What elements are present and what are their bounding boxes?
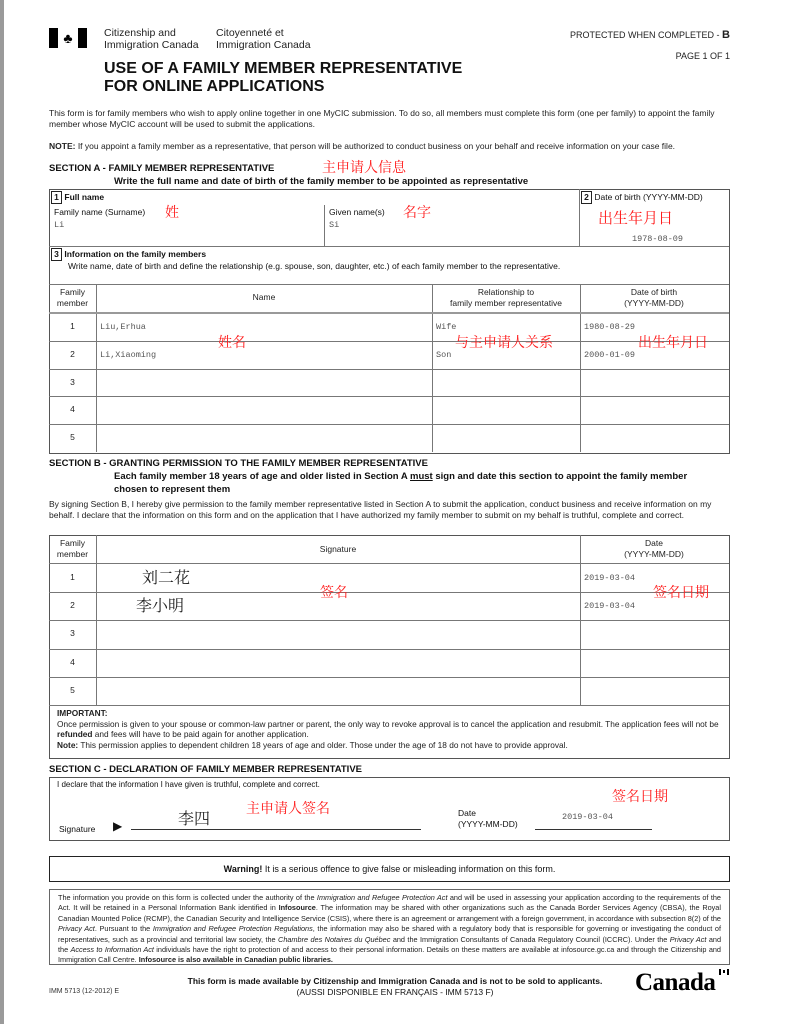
member-sign-date-field[interactable]: 2019-03-04 (584, 601, 636, 612)
col-header-dob: Date of birth (YYYY-MM-DD) (624, 287, 684, 308)
annotation-member-dob: 出生年月日 (638, 334, 708, 350)
row-number: 5 (70, 432, 75, 443)
row-number: 2 (70, 600, 75, 611)
availability-notice: This form is made available by Citizenship and Immigration Canada and is not to be sold to applicants. (AUSSI DISPONIBLE EN FRANÇAIS - IMM 5713 F) (187, 976, 603, 997)
member-name-field[interactable]: Liu,Erhua (100, 322, 146, 332)
member-relationship-field[interactable] (436, 433, 576, 445)
member-sign-date-field[interactable]: 2019-03-04 (584, 573, 636, 583)
row-number: 4 (70, 404, 75, 415)
arrow-right-icon: ▶ (113, 819, 123, 833)
section-b-heading: SECTION B - GRANTING PERMISSION TO THE FAMILY MEMBER REPRESENTATIVE (49, 458, 428, 469)
member-dob-field[interactable]: 2000-01-09 (584, 349, 636, 360)
given-name-field[interactable]: Si (329, 220, 340, 230)
annotation-surname: 姓 (165, 204, 179, 220)
member-signature-field[interactable]: 李小明 (136, 596, 185, 616)
section-a-heading: SECTION A - FAMILY MEMBER REPRESENTATIVE (49, 163, 275, 174)
form-code: IMM 5713 (12-2012) E (49, 988, 120, 995)
page-edge-bar (0, 0, 4, 1024)
section-b-subheading: Each family member 18 years of age and older listed in Section A must sign and date this section to appoint the family member chosen to represent them (114, 471, 688, 495)
declaration-date-field[interactable]: 2019-03-04 (562, 812, 614, 822)
member-dob-field[interactable]: 1980-08-29 (584, 322, 636, 332)
section-a-subheading: Write the full name and date of birth of the family member to be appointed as representative (114, 176, 529, 187)
annotation-given-name: 名字 (403, 204, 431, 220)
section-b-paragraph: By signing Section B, I hereby give permission to the family member representative listed in Section A to submit the application, conduct business and receive information on my behalf. I declare that the information on this form and on the application that I have authorized my family member to submit on my behalf is truthful, complete and correct. (49, 499, 712, 520)
col-header-member: Family member (56, 287, 89, 308)
wordmark-flag-icon (719, 969, 729, 975)
col-header-relationship: Relationship to family member representative (450, 287, 562, 308)
annotation-name: 姓名 (218, 334, 246, 350)
family-name-field[interactable]: Li (54, 220, 65, 230)
family-name-label: Family name (Surname) (54, 207, 146, 217)
row-number: 5 (70, 684, 75, 695)
warning-box: Warning! It is a serious offence to give false or misleading information on this form. (49, 856, 730, 882)
field-1-label: 1 Full name (51, 191, 104, 204)
annotation-sign-date: 签名日期 (653, 584, 709, 600)
date-label: Date (YYYY-MM-DD) (458, 808, 518, 829)
member-name-field[interactable] (100, 378, 425, 390)
member-name-field[interactable] (100, 405, 425, 417)
page-number: PAGE 1 OF 1 (675, 51, 730, 61)
member-relationship-field[interactable] (436, 405, 576, 417)
dept-name-en: Citizenship and Immigration Canada (104, 27, 199, 51)
member-sign-date-field[interactable] (584, 629, 724, 641)
applicant-signature[interactable]: 李四 (178, 809, 211, 828)
member-relationship-field[interactable]: Wife (436, 322, 457, 332)
annotation-applicant-signature: 主申请人签名 (246, 800, 330, 816)
member-relationship-field[interactable]: Son (436, 349, 452, 360)
member-dob-field[interactable] (584, 378, 724, 390)
member-sign-date-field[interactable] (584, 686, 724, 698)
col-header-signature: Signature (319, 544, 357, 554)
member-dob-field[interactable] (584, 433, 724, 445)
row-number: 1 (70, 321, 75, 331)
field-3-instructions: Write name, date of birth and define the relationship (e.g. spouse, son, daughter, etc.) of each family member to the representative. (68, 261, 561, 271)
page-title: USE OF A FAMILY MEMBER REPRESENTATIVE FOR ONLINE APPLICATIONS (104, 60, 463, 95)
annotation-dob: 出生年月日 (598, 210, 674, 227)
annotation-applicant-info: 主申请人信息 (322, 159, 406, 175)
dob-field[interactable]: 1978-08-09 (632, 234, 684, 244)
member-sign-date-field[interactable] (584, 658, 724, 670)
privacy-notice-box (49, 889, 730, 965)
signature-line (131, 829, 421, 830)
member-name-field[interactable]: Li,Xiaoming (100, 349, 157, 360)
dob-label: 2 Date of birth (YYYY-MM-DD) (581, 191, 703, 204)
section-c-heading: SECTION C - DECLARATION OF FAMILY MEMBER REPRESENTATIVE (49, 764, 362, 775)
intro-paragraph: This form is for family members who wish to apply online together in one MyCIC submission. To do so, all members must complete this form (one per family) to appoint the family member whose MyCIC account will be used to submit the applications. (49, 108, 715, 129)
member-dob-field[interactable] (584, 405, 724, 417)
annotation-relationship: 与主申请人关系 (455, 334, 553, 350)
member-signature-field[interactable] (136, 678, 436, 700)
declaration-text: I declare that the information I have given is truthful, complete and correct. (57, 780, 320, 789)
privacy-notice: The information you provide on this form is collected under the authority of the Immigration and Refugee Protection Act and will be used in assessing your application according to the requirements of the Act. It will be retained in a Personal Information Bank identified in Infosource. The information may be shared with other organizations such as the Canada Border Services Agency (CBSA), the Royal Canadian Mounted Police (RCMP), the Canadian Security and Intelligence Service (CSIS), where there is an agreement or arrangement with a foreign government, in accordance with subsection 8(2) of the Privacy Act. Pursuant to the Immigration and Refugee Protection Regulations, the information may also be shared with a regulatory body that is responsible for governing or investigating the conduct of representatives, such as a provincial and territorial law society, the Chambre des Notaires du Québec and the Immigration Consultants of Canada Regulatory Council (ICCRC). Under the Privacy Act and the Access to Information Act individuals have the right to protection of and access to their personal information. Details on these matters are available at infosource.gc.ca and through the Citizenship and Immigration Call Centre. Infosource is also available in Canadian public libraries. (58, 893, 722, 965)
member-relationship-field[interactable] (436, 378, 576, 390)
row-number: 3 (70, 628, 75, 639)
col-header-date: Date (YYYY-MM-DD) (624, 538, 684, 559)
intro-note: NOTE: If you appoint a family member as a representative, that person will be authorized to conduct business on your behalf and receive information on your case file. (49, 141, 676, 151)
member-signature-field[interactable] (136, 650, 436, 672)
col-header-member-b: Family member (56, 538, 89, 559)
member-signature-field[interactable] (136, 621, 436, 643)
dept-name-fr: Citoyenneté et Immigration Canada (216, 27, 311, 51)
annotation-signature: 签名 (320, 584, 348, 600)
row-number: 2 (70, 348, 75, 359)
row-number: 3 (70, 376, 75, 387)
annotation-c-date: 签名日期 (612, 788, 668, 804)
row-number: 1 (70, 572, 75, 582)
signature-label: Signature (59, 824, 96, 834)
canada-wordmark: Canada (635, 969, 716, 996)
member-signature-field[interactable]: 刘二花 (142, 568, 191, 587)
row-number: 4 (70, 656, 75, 667)
important-notice: IMPORTANT: Once permission is given to your spouse or common-law partner or parent, the only way to revoke approval is to cancel the application and resubmit. The application fees will not be refunded and fees will have to be paid again for another application. Note: This permission applies to dependent children 18 years of age and older. Those under the age of 18 do not have to provide approval. (57, 708, 719, 750)
field-3-label: 3 Information on the family members (51, 248, 206, 261)
col-header-name: Name (252, 292, 276, 302)
member-name-field[interactable] (100, 433, 425, 445)
protected-label: PROTECTED WHEN COMPLETED - B (570, 29, 730, 41)
canada-flag-icon: ♣ (49, 28, 87, 48)
given-name-label: Given name(s) (329, 207, 385, 217)
